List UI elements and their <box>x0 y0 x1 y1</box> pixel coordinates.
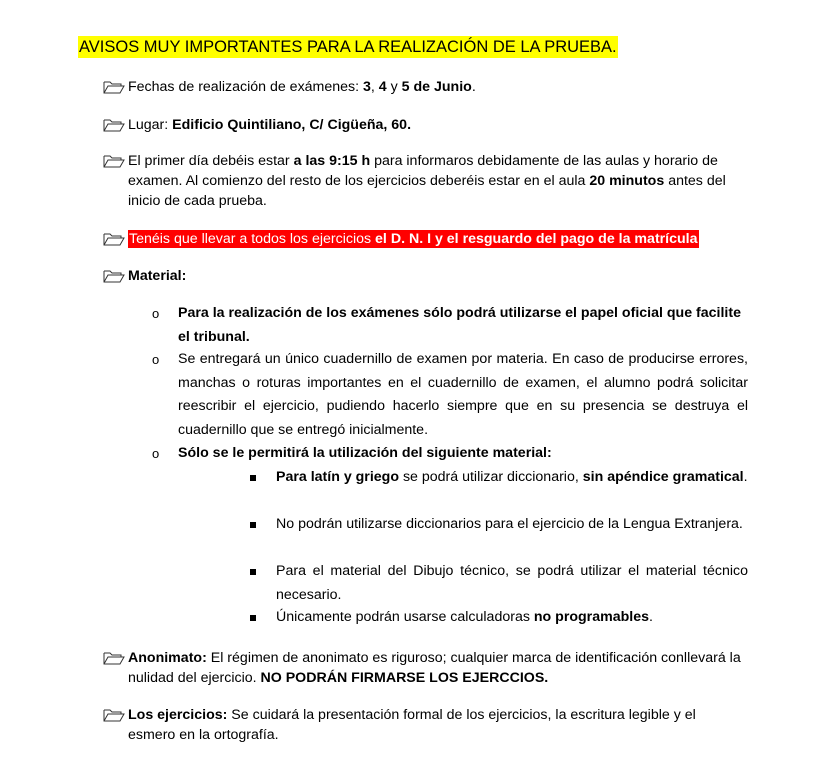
fechas-sep: y <box>386 79 402 95</box>
anonimato-heading: Anonimato: <box>128 650 207 666</box>
notice-lugar <box>103 115 743 135</box>
notice-material <box>103 266 743 286</box>
fechas-day-3: 3 <box>363 79 371 95</box>
fechas-day-5: 5 de Junio <box>401 79 472 95</box>
square-bullet <box>250 615 256 621</box>
subitem-text: . <box>743 469 748 485</box>
subitem-bold: Para latín y griego <box>276 469 399 485</box>
fechas-sep: , <box>370 79 379 95</box>
dni-highlight <box>128 230 699 248</box>
material-item <box>152 442 748 466</box>
fechas-end: . <box>471 79 476 95</box>
primer-text: El primer día debéis estar <box>128 153 294 169</box>
ejercicios-text: Se cuidará la presentación formal de los ejercicios, la escritura legible y el esmero en la ortografía. <box>128 707 696 743</box>
subitem-text: No podrán utilizarse diccionarios para el ejercicio de la Lengua Extranjera. <box>276 516 743 532</box>
fechas-day-4: 4 <box>378 79 387 95</box>
subitem-bold: no programables <box>533 609 649 625</box>
material-item <box>152 302 748 349</box>
lugar-place: Edificio Quintiliano, C/ Cigüeña, 60. <box>172 117 412 133</box>
dni-required: el D. N. I y el resguardo del pago de la matrícula <box>375 231 698 247</box>
material-subitem <box>250 466 748 490</box>
material-subitem <box>250 606 748 630</box>
open-folder-icon <box>103 232 125 246</box>
material-item <box>152 348 748 442</box>
material-item-text: Sólo se le permitirá la utilización del siguiente material: <box>178 445 552 461</box>
circle-bullet: o <box>152 446 160 461</box>
open-folder-icon <box>103 269 125 283</box>
material-subitem <box>250 560 748 607</box>
open-folder-icon <box>103 154 125 168</box>
primer-text: para informaros debidamente de las aulas y horario de examen. Al comienzo del resto de los ejercicios deberéis estar en el aula <box>128 153 718 189</box>
circle-bullet: o <box>152 352 160 367</box>
ejercicios-heading: Los ejercicios: <box>128 707 228 723</box>
subitem-bold: sin apéndice gramatical <box>582 469 744 485</box>
subitem-text: se podrá utilizar diccionario, <box>399 469 583 485</box>
material-heading: Material: <box>128 268 187 284</box>
notice-primer-dia <box>103 151 743 211</box>
material-item-text: Se entregará un único cuadernillo de examen por materia. En caso de producirse errores, manchas o roturas importantes en el cuadernillo de examen, el alumno podrá solicitar reescribir el ejercicio, pudiendo hacerlo siempre que en su presencia se destruya el cuadernillo que se entregó inicialmente. <box>178 351 748 438</box>
subitem-text: Únicamente podrán usarse calculadoras <box>276 609 534 625</box>
page-title: AVISOS MUY IMPORTANTES PARA LA REALIZACIÓN DE LA PRUEBA. <box>79 38 617 56</box>
square-bullet <box>250 522 256 528</box>
notice-dni <box>103 229 743 249</box>
open-folder-icon <box>103 651 125 665</box>
subitem-text: . <box>649 609 653 625</box>
circle-bullet: o <box>152 306 160 321</box>
primer-minutes: 20 minutos <box>589 173 665 189</box>
open-folder-icon <box>103 708 125 722</box>
primer-text: antes del inicio de cada prueba. <box>128 173 726 209</box>
subitem-text: Para el material del Dibujo técnico, se podrá utilizar el material técnico necesario. <box>276 563 748 603</box>
notice-ejercicios <box>103 705 743 745</box>
notice-anonimato <box>103 648 743 688</box>
anonimato-warning: NO PODRÁN FIRMARSE LOS EJERCCIOS. <box>260 670 549 686</box>
anonimato-text: El régimen de anonimato es riguroso; cualquier marca de identificación conllevará la nulidad del ejercicio. <box>128 650 741 686</box>
material-item-text: Para la realización de los exámenes sólo podrá utilizarse el papel oficial que facilite el tribunal. <box>178 305 741 345</box>
square-bullet <box>250 569 256 575</box>
open-folder-icon <box>103 80 125 94</box>
primer-time: a las 9:15 h <box>293 153 371 169</box>
lugar-label: Lugar: <box>128 117 173 133</box>
material-subitem <box>250 513 748 537</box>
fechas-label: Fechas de realización de exámenes: <box>128 79 364 95</box>
open-folder-icon <box>103 118 125 132</box>
dni-text: Tenéis que llevar a todos los ejercicios <box>129 231 376 247</box>
notice-fechas <box>103 77 743 97</box>
square-bullet <box>250 475 256 481</box>
